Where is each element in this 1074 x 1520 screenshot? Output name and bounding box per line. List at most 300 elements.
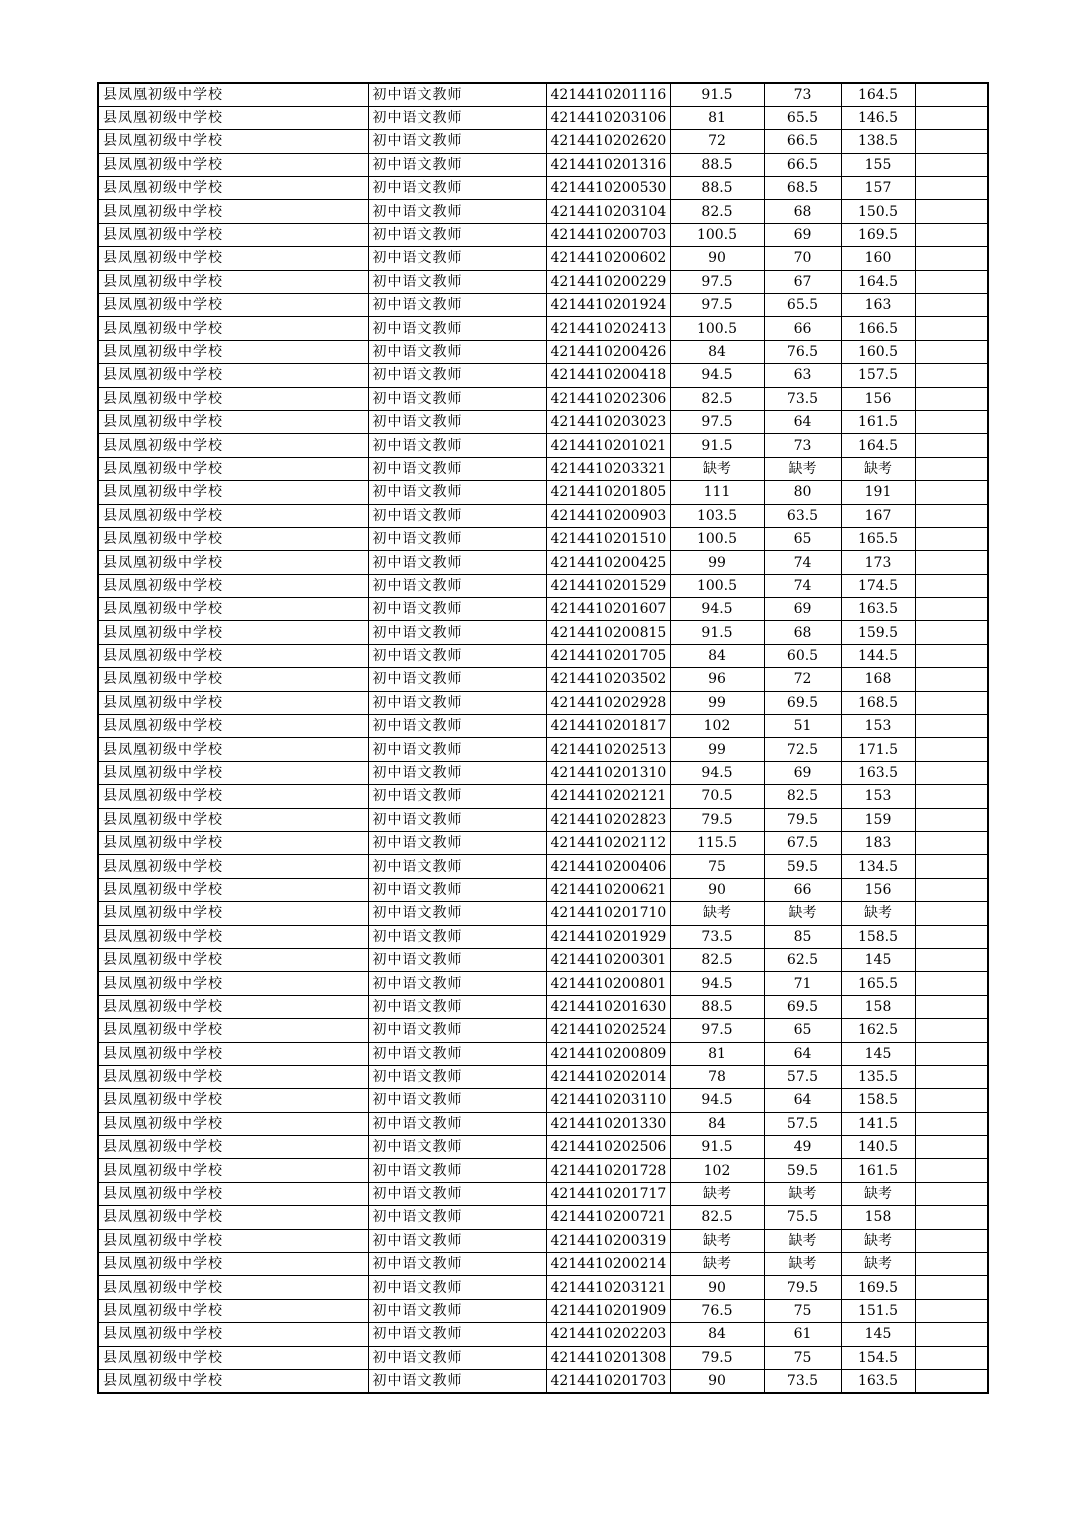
written-score-cell: 111 <box>670 481 764 504</box>
table-row <box>98 1136 988 1159</box>
total-score-cell: 134.5 <box>841 855 915 878</box>
unit-cell: 县凤凰初级中学校 <box>98 785 368 808</box>
exam-id-cell: 4214410200406 <box>546 855 670 878</box>
exam-id-cell: 4214410201310 <box>546 761 670 784</box>
second-score-cell: 73 <box>764 83 841 106</box>
exam-id-cell: 4214410200703 <box>546 223 670 246</box>
unit-cell: 县凤凰初级中学校 <box>98 1136 368 1159</box>
position-cell: 初中语文教师 <box>368 902 546 925</box>
second-score-cell: 68 <box>764 621 841 644</box>
table-row <box>98 317 988 340</box>
exam-id-cell: 4214410203104 <box>546 200 670 223</box>
second-score-cell: 59.5 <box>764 855 841 878</box>
total-score-cell: 191 <box>841 481 915 504</box>
written-score-cell: 84 <box>670 644 764 667</box>
second-score-cell: 缺考 <box>764 1253 841 1276</box>
written-score-cell: 91.5 <box>670 1136 764 1159</box>
second-score-cell: 74 <box>764 574 841 597</box>
table-row <box>98 1065 988 1088</box>
position-cell: 初中语文教师 <box>368 457 546 480</box>
unit-cell: 县凤凰初级中学校 <box>98 340 368 363</box>
table-row <box>98 223 988 246</box>
position-cell: 初中语文教师 <box>368 715 546 738</box>
exam-id-cell: 4214410201021 <box>546 434 670 457</box>
second-score-cell: 69 <box>764 761 841 784</box>
exam-id-cell: 4214410203023 <box>546 410 670 433</box>
total-score-cell: 145 <box>841 1323 915 1346</box>
score-table <box>97 82 989 1394</box>
second-score-cell: 79.5 <box>764 808 841 831</box>
note-cell <box>915 551 988 574</box>
written-score-cell: 115.5 <box>670 832 764 855</box>
note-cell <box>915 223 988 246</box>
second-score-cell: 66.5 <box>764 130 841 153</box>
unit-cell: 县凤凰初级中学校 <box>98 948 368 971</box>
note-cell <box>915 1323 988 1346</box>
unit-cell: 县凤凰初级中学校 <box>98 1065 368 1088</box>
note-cell <box>915 270 988 293</box>
table-body <box>98 83 988 1393</box>
second-score-cell: 缺考 <box>764 902 841 925</box>
second-score-cell: 69 <box>764 598 841 621</box>
position-cell: 初中语文教师 <box>368 294 546 317</box>
written-score-cell: 94.5 <box>670 972 764 995</box>
second-score-cell: 57.5 <box>764 1112 841 1135</box>
exam-id-cell: 4214410200621 <box>546 878 670 901</box>
second-score-cell: 65.5 <box>764 106 841 129</box>
position-cell: 初中语文教师 <box>368 1229 546 1252</box>
note-cell <box>915 410 988 433</box>
exam-id-cell: 4214410201924 <box>546 294 670 317</box>
table-row <box>98 481 988 504</box>
second-score-cell: 67.5 <box>764 832 841 855</box>
total-score-cell: 166.5 <box>841 317 915 340</box>
second-score-cell: 72 <box>764 668 841 691</box>
written-score-cell: 94.5 <box>670 761 764 784</box>
position-cell: 初中语文教师 <box>368 434 546 457</box>
written-score-cell: 缺考 <box>670 457 764 480</box>
exam-id-cell: 4214410202121 <box>546 785 670 808</box>
written-score-cell: 100.5 <box>670 317 764 340</box>
written-score-cell: 72 <box>670 130 764 153</box>
written-score-cell: 84 <box>670 340 764 363</box>
position-cell: 初中语文教师 <box>368 808 546 831</box>
total-score-cell: 158 <box>841 995 915 1018</box>
written-score-cell: 84 <box>670 1323 764 1346</box>
unit-cell: 县凤凰初级中学校 <box>98 878 368 901</box>
total-score-cell: 153 <box>841 785 915 808</box>
written-score-cell: 97.5 <box>670 1019 764 1042</box>
position-cell: 初中语文教师 <box>368 1206 546 1229</box>
second-score-cell: 66 <box>764 317 841 340</box>
total-score-cell: 156 <box>841 387 915 410</box>
note-cell <box>915 153 988 176</box>
note-cell <box>915 1159 988 1182</box>
note-cell <box>915 1253 988 1276</box>
note-cell <box>915 878 988 901</box>
table-row <box>98 995 988 1018</box>
total-score-cell: 174.5 <box>841 574 915 597</box>
table-row <box>98 691 988 714</box>
note-cell <box>915 621 988 644</box>
position-cell: 初中语文教师 <box>368 1159 546 1182</box>
second-score-cell: 71 <box>764 972 841 995</box>
note-cell <box>915 340 988 363</box>
total-score-cell: 141.5 <box>841 1112 915 1135</box>
table-row <box>98 1299 988 1322</box>
position-cell: 初中语文教师 <box>368 1299 546 1322</box>
unit-cell: 县凤凰初级中学校 <box>98 1346 368 1369</box>
second-score-cell: 73.5 <box>764 387 841 410</box>
second-score-cell: 63 <box>764 364 841 387</box>
exam-id-cell: 4214410200903 <box>546 504 670 527</box>
unit-cell: 县凤凰初级中学校 <box>98 457 368 480</box>
table-row <box>98 1369 988 1392</box>
exam-id-cell: 4214410200319 <box>546 1229 670 1252</box>
unit-cell: 县凤凰初级中学校 <box>98 1206 368 1229</box>
written-score-cell: 88.5 <box>670 153 764 176</box>
total-score-cell: 163.5 <box>841 598 915 621</box>
total-score-cell: 163.5 <box>841 1369 915 1392</box>
total-score-cell: 138.5 <box>841 130 915 153</box>
position-cell: 初中语文教师 <box>368 387 546 410</box>
note-cell <box>915 668 988 691</box>
position-cell: 初中语文教师 <box>368 1323 546 1346</box>
unit-cell: 县凤凰初级中学校 <box>98 738 368 761</box>
written-score-cell: 缺考 <box>670 1253 764 1276</box>
table-row <box>98 972 988 995</box>
total-score-cell: 158 <box>841 1206 915 1229</box>
unit-cell: 县凤凰初级中学校 <box>98 1042 368 1065</box>
second-score-cell: 63.5 <box>764 504 841 527</box>
unit-cell: 县凤凰初级中学校 <box>98 644 368 667</box>
unit-cell: 县凤凰初级中学校 <box>98 364 368 387</box>
position-cell: 初中语文教师 <box>368 948 546 971</box>
note-cell <box>915 1089 988 1112</box>
written-score-cell: 99 <box>670 738 764 761</box>
unit-cell: 县凤凰初级中学校 <box>98 1112 368 1135</box>
note-cell <box>915 387 988 410</box>
second-score-cell: 65.5 <box>764 294 841 317</box>
position-cell: 初中语文教师 <box>368 738 546 761</box>
exam-id-cell: 4214410201316 <box>546 153 670 176</box>
written-score-cell: 84 <box>670 1112 764 1135</box>
written-score-cell: 99 <box>670 551 764 574</box>
unit-cell: 县凤凰初级中学校 <box>98 481 368 504</box>
written-score-cell: 75 <box>670 855 764 878</box>
exam-id-cell: 4214410200418 <box>546 364 670 387</box>
unit-cell: 县凤凰初级中学校 <box>98 270 368 293</box>
table-row <box>98 785 988 808</box>
unit-cell: 县凤凰初级中学校 <box>98 106 368 129</box>
second-score-cell: 61 <box>764 1323 841 1346</box>
table-row <box>98 153 988 176</box>
second-score-cell: 59.5 <box>764 1159 841 1182</box>
exam-id-cell: 4214410200801 <box>546 972 670 995</box>
note-cell <box>915 481 988 504</box>
position-cell: 初中语文教师 <box>368 668 546 691</box>
unit-cell: 县凤凰初级中学校 <box>98 715 368 738</box>
note-cell <box>915 200 988 223</box>
position-cell: 初中语文教师 <box>368 1369 546 1392</box>
note-cell <box>915 925 988 948</box>
unit-cell: 县凤凰初级中学校 <box>98 83 368 106</box>
unit-cell: 县凤凰初级中学校 <box>98 855 368 878</box>
unit-cell: 县凤凰初级中学校 <box>98 995 368 1018</box>
position-cell: 初中语文教师 <box>368 223 546 246</box>
exam-id-cell: 4214410202203 <box>546 1323 670 1346</box>
table-row <box>98 410 988 433</box>
second-score-cell: 57.5 <box>764 1065 841 1088</box>
total-score-cell: 145 <box>841 1042 915 1065</box>
position-cell: 初中语文教师 <box>368 878 546 901</box>
written-score-cell: 102 <box>670 715 764 738</box>
unit-cell: 县凤凰初级中学校 <box>98 761 368 784</box>
note-cell <box>915 808 988 831</box>
note-cell <box>915 715 988 738</box>
second-score-cell: 65 <box>764 527 841 550</box>
total-score-cell: 156 <box>841 878 915 901</box>
written-score-cell: 103.5 <box>670 504 764 527</box>
unit-cell: 县凤凰初级中学校 <box>98 925 368 948</box>
unit-cell: 县凤凰初级中学校 <box>98 223 368 246</box>
total-score-cell: 缺考 <box>841 457 915 480</box>
table-row <box>98 1042 988 1065</box>
second-score-cell: 74 <box>764 551 841 574</box>
total-score-cell: 168.5 <box>841 691 915 714</box>
position-cell: 初中语文教师 <box>368 106 546 129</box>
exam-id-cell: 4214410202112 <box>546 832 670 855</box>
total-score-cell: 缺考 <box>841 1182 915 1205</box>
exam-id-cell: 4214410203321 <box>546 457 670 480</box>
position-cell: 初中语文教师 <box>368 270 546 293</box>
table-row <box>98 1159 988 1182</box>
written-score-cell: 81 <box>670 1042 764 1065</box>
exam-id-cell: 4214410202014 <box>546 1065 670 1088</box>
exam-id-cell: 4214410202928 <box>546 691 670 714</box>
total-score-cell: 159 <box>841 808 915 831</box>
written-score-cell: 缺考 <box>670 1182 764 1205</box>
total-score-cell: 158.5 <box>841 1089 915 1112</box>
position-cell: 初中语文教师 <box>368 621 546 644</box>
exam-id-cell: 4214410200425 <box>546 551 670 574</box>
table-row <box>98 598 988 621</box>
exam-id-cell: 4214410200426 <box>546 340 670 363</box>
note-cell <box>915 504 988 527</box>
written-score-cell: 90 <box>670 878 764 901</box>
written-score-cell: 100.5 <box>670 223 764 246</box>
total-score-cell: 163 <box>841 294 915 317</box>
second-score-cell: 79.5 <box>764 1276 841 1299</box>
unit-cell: 县凤凰初级中学校 <box>98 668 368 691</box>
total-score-cell: 151.5 <box>841 1299 915 1322</box>
position-cell: 初中语文教师 <box>368 1136 546 1159</box>
unit-cell: 县凤凰初级中学校 <box>98 598 368 621</box>
position-cell: 初中语文教师 <box>368 200 546 223</box>
table-row <box>98 761 988 784</box>
total-score-cell: 135.5 <box>841 1065 915 1088</box>
table-row <box>98 574 988 597</box>
note-cell <box>915 130 988 153</box>
written-score-cell: 91.5 <box>670 83 764 106</box>
exam-id-cell: 4214410201805 <box>546 481 670 504</box>
exam-id-cell: 4214410200602 <box>546 247 670 270</box>
position-cell: 初中语文教师 <box>368 832 546 855</box>
table-row <box>98 878 988 901</box>
position-cell: 初中语文教师 <box>368 481 546 504</box>
table-row <box>98 177 988 200</box>
exam-id-cell: 4214410201529 <box>546 574 670 597</box>
table-row <box>98 668 988 691</box>
written-score-cell: 73.5 <box>670 925 764 948</box>
position-cell: 初中语文教师 <box>368 1182 546 1205</box>
written-score-cell: 97.5 <box>670 294 764 317</box>
unit-cell: 县凤凰初级中学校 <box>98 902 368 925</box>
note-cell <box>915 527 988 550</box>
exam-id-cell: 4214410203110 <box>546 1089 670 1112</box>
total-score-cell: 缺考 <box>841 1229 915 1252</box>
table-row <box>98 808 988 831</box>
position-cell: 初中语文教师 <box>368 551 546 574</box>
position-cell: 初中语文教师 <box>368 761 546 784</box>
position-cell: 初中语文教师 <box>368 1019 546 1042</box>
unit-cell: 县凤凰初级中学校 <box>98 410 368 433</box>
written-score-cell: 94.5 <box>670 598 764 621</box>
written-score-cell: 82.5 <box>670 1206 764 1229</box>
exam-id-cell: 4214410200815 <box>546 621 670 644</box>
exam-id-cell: 4214410201817 <box>546 715 670 738</box>
total-score-cell: 169.5 <box>841 223 915 246</box>
total-score-cell: 161.5 <box>841 1159 915 1182</box>
position-cell: 初中语文教师 <box>368 364 546 387</box>
exam-id-cell: 4214410201630 <box>546 995 670 1018</box>
second-score-cell: 73.5 <box>764 1369 841 1392</box>
written-score-cell: 91.5 <box>670 434 764 457</box>
table-row <box>98 902 988 925</box>
table-row <box>98 527 988 550</box>
second-score-cell: 85 <box>764 925 841 948</box>
position-cell: 初中语文教师 <box>368 925 546 948</box>
position-cell: 初中语文教师 <box>368 130 546 153</box>
unit-cell: 县凤凰初级中学校 <box>98 808 368 831</box>
table-row <box>98 504 988 527</box>
second-score-cell: 73 <box>764 434 841 457</box>
exam-id-cell: 4214410200301 <box>546 948 670 971</box>
written-score-cell: 缺考 <box>670 902 764 925</box>
written-score-cell: 82.5 <box>670 948 764 971</box>
position-cell: 初中语文教师 <box>368 1276 546 1299</box>
unit-cell: 县凤凰初级中学校 <box>98 387 368 410</box>
exam-id-cell: 4214410201510 <box>546 527 670 550</box>
total-score-cell: 150.5 <box>841 200 915 223</box>
total-score-cell: 146.5 <box>841 106 915 129</box>
note-cell <box>915 1019 988 1042</box>
second-score-cell: 49 <box>764 1136 841 1159</box>
unit-cell: 县凤凰初级中学校 <box>98 1323 368 1346</box>
second-score-cell: 51 <box>764 715 841 738</box>
unit-cell: 县凤凰初级中学校 <box>98 200 368 223</box>
unit-cell: 县凤凰初级中学校 <box>98 832 368 855</box>
unit-cell: 县凤凰初级中学校 <box>98 1369 368 1392</box>
second-score-cell: 64 <box>764 1089 841 1112</box>
table-row <box>98 1182 988 1205</box>
written-score-cell: 88.5 <box>670 995 764 1018</box>
note-cell <box>915 644 988 667</box>
total-score-cell: 160 <box>841 247 915 270</box>
position-cell: 初中语文教师 <box>368 855 546 878</box>
position-cell: 初中语文教师 <box>368 1042 546 1065</box>
exam-id-cell: 4214410202513 <box>546 738 670 761</box>
note-cell <box>915 294 988 317</box>
unit-cell: 县凤凰初级中学校 <box>98 247 368 270</box>
note-cell <box>915 832 988 855</box>
table-row <box>98 855 988 878</box>
written-score-cell: 99 <box>670 691 764 714</box>
table-row <box>98 457 988 480</box>
exam-id-cell: 4214410202413 <box>546 317 670 340</box>
total-score-cell: 145 <box>841 948 915 971</box>
table-row <box>98 1346 988 1369</box>
second-score-cell: 69.5 <box>764 691 841 714</box>
table-row <box>98 1206 988 1229</box>
position-cell: 初中语文教师 <box>368 527 546 550</box>
total-score-cell: 155 <box>841 153 915 176</box>
position-cell: 初中语文教师 <box>368 1253 546 1276</box>
second-score-cell: 72.5 <box>764 738 841 761</box>
total-score-cell: 164.5 <box>841 83 915 106</box>
written-score-cell: 90 <box>670 1369 764 1392</box>
note-cell <box>915 317 988 340</box>
exam-id-cell: 4214410200809 <box>546 1042 670 1065</box>
second-score-cell: 68 <box>764 200 841 223</box>
table-row <box>98 270 988 293</box>
second-score-cell: 缺考 <box>764 1182 841 1205</box>
written-score-cell: 97.5 <box>670 410 764 433</box>
table-row <box>98 551 988 574</box>
exam-id-cell: 4214410203502 <box>546 668 670 691</box>
exam-id-cell: 4214410202306 <box>546 387 670 410</box>
written-score-cell: 82.5 <box>670 387 764 410</box>
note-cell <box>915 995 988 1018</box>
note-cell <box>915 83 988 106</box>
second-score-cell: 缺考 <box>764 457 841 480</box>
second-score-cell: 64 <box>764 410 841 433</box>
note-cell <box>915 574 988 597</box>
total-score-cell: 144.5 <box>841 644 915 667</box>
table-row <box>98 644 988 667</box>
note-cell <box>915 1229 988 1252</box>
position-cell: 初中语文教师 <box>368 177 546 200</box>
total-score-cell: 165.5 <box>841 527 915 550</box>
table-row <box>98 130 988 153</box>
table-row <box>98 340 988 363</box>
unit-cell: 县凤凰初级中学校 <box>98 504 368 527</box>
total-score-cell: 171.5 <box>841 738 915 761</box>
exam-id-cell: 4214410202524 <box>546 1019 670 1042</box>
unit-cell: 县凤凰初级中学校 <box>98 1019 368 1042</box>
note-cell <box>915 1112 988 1135</box>
second-score-cell: 69 <box>764 223 841 246</box>
exam-id-cell: 4214410201330 <box>546 1112 670 1135</box>
position-cell: 初中语文教师 <box>368 995 546 1018</box>
note-cell <box>915 1299 988 1322</box>
position-cell: 初中语文教师 <box>368 83 546 106</box>
position-cell: 初中语文教师 <box>368 1065 546 1088</box>
written-score-cell: 79.5 <box>670 1346 764 1369</box>
position-cell: 初中语文教师 <box>368 785 546 808</box>
total-score-cell: 161.5 <box>841 410 915 433</box>
exam-id-cell: 4214410200530 <box>546 177 670 200</box>
